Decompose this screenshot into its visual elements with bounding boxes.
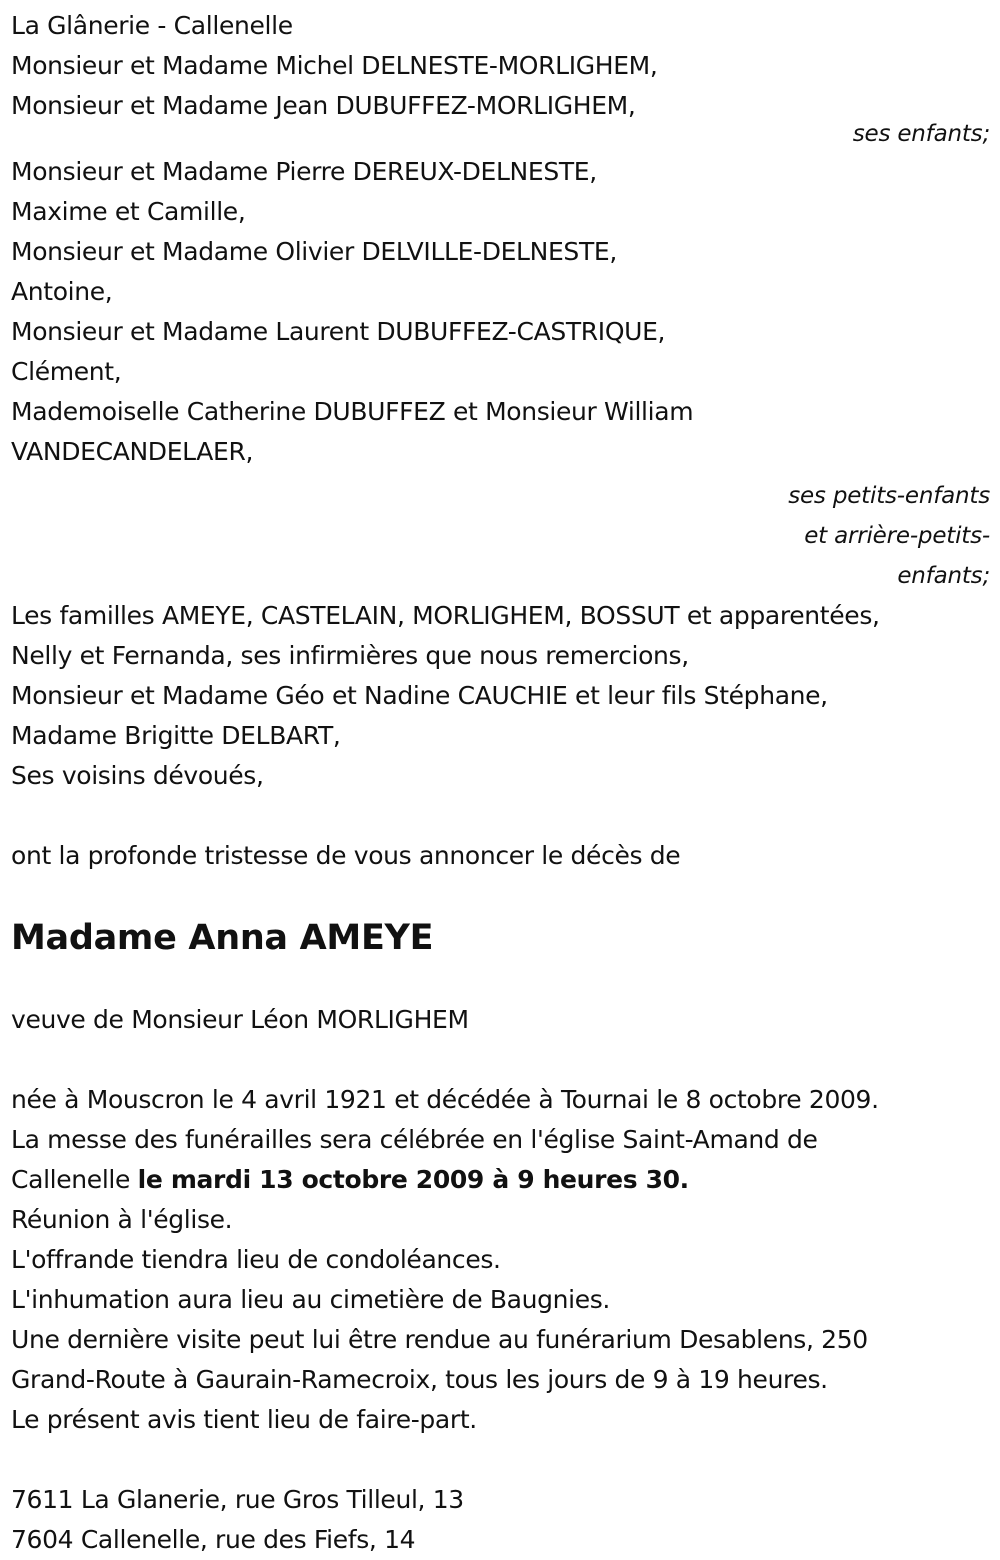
visit-info-line: Grand-Route à Gaurain-Ramecroix, tous les jours de 9 à 19 heures.: [11, 1365, 828, 1394]
deceased-name: Madame Anna AMEYE: [11, 918, 434, 958]
mass-info-line: [11, 1160, 990, 1200]
widow-of: veuve de Monsieur Léon MORLIGHEM: [11, 1005, 469, 1034]
mass-place: Callenelle: [11, 1165, 138, 1194]
grandchildren-label: et arrière-petits-: [804, 523, 990, 549]
visit-info-line: Une dernière visite peut lui être rendue au funérarium Desablens, 250: [11, 1325, 868, 1354]
grandchild-line: Monsieur et Madame Laurent DUBUFFEZ-CASTRIQUE,: [11, 317, 666, 346]
child-line: Monsieur et Madame Jean DUBUFFEZ-MORLIGHEM,: [11, 91, 636, 120]
family-line: Madame Brigitte DELBART,: [11, 721, 341, 750]
child-line: Monsieur et Madame Michel DELNESTE-MORLIGHEM,: [11, 51, 658, 80]
address-line: 7611 La Glanerie, rue Gros Tilleul, 13: [11, 1485, 464, 1514]
grandchild-line: Mademoiselle Catherine DUBUFFEZ et Monsieur William: [11, 397, 694, 426]
family-line: Les familles AMEYE, CASTELAIN, MORLIGHEM, BOSSUT et apparentées,: [11, 601, 880, 630]
announcement-text: ont la profonde tristesse de vous annoncer le décès de: [11, 841, 681, 870]
grandchild-line: VANDECANDELAER,: [11, 437, 254, 466]
burial-info: L'inhumation aura lieu au cimetière de Baugnies.: [11, 1285, 611, 1314]
address-line: 7604 Callenelle, rue des Fiefs, 14: [11, 1525, 416, 1554]
family-line: Nelly et Fernanda, ses infirmières que nous remercions,: [11, 641, 689, 670]
grandchild-line: Clément,: [11, 357, 122, 386]
family-line: Monsieur et Madame Géo et Nadine CAUCHIE et leur fils Stéphane,: [11, 681, 828, 710]
grandchildren-label: ses petits-enfants: [788, 483, 990, 509]
grandchild-line: Monsieur et Madame Olivier DELVILLE-DELNESTE,: [11, 237, 617, 266]
place-header: La Glânerie - Callenelle: [11, 11, 293, 40]
mass-date-time: le mardi 13 octobre 2009 à 9 heures 30.: [137, 1165, 689, 1194]
grandchild-line: Monsieur et Madame Pierre DEREUX-DELNESTE,: [11, 157, 597, 186]
mass-info-line: La messe des funérailles sera célébrée en l'église Saint-Amand de: [11, 1125, 818, 1154]
notice-info: Le présent avis tient lieu de faire-part.: [11, 1405, 477, 1434]
grandchildren-label: enfants;: [897, 563, 990, 589]
children-label: ses enfants;: [852, 121, 990, 147]
grandchild-line: Maxime et Camille,: [11, 197, 246, 226]
family-line: Ses voisins dévoués,: [11, 761, 264, 790]
birth-death-info: née à Mouscron le 4 avril 1921 et décédée à Tournai le 8 octobre 2009.: [11, 1085, 879, 1114]
grandchild-line: Antoine,: [11, 277, 113, 306]
offering-info: L'offrande tiendra lieu de condoléances.: [11, 1245, 501, 1274]
meeting-info: Réunion à l'église.: [11, 1205, 233, 1234]
